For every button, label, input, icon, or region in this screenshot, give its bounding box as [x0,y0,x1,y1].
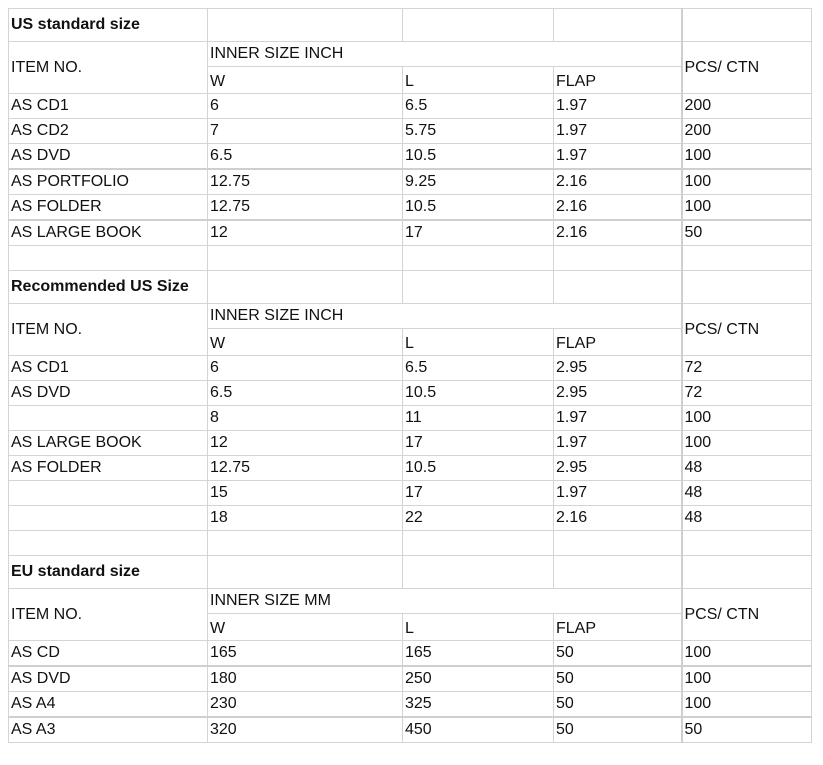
header-w: W [208,329,403,356]
length-cell: 17 [403,481,554,506]
flap-cell: 50 [554,717,682,743]
item-no-cell: AS A3 [9,717,208,743]
length-cell: 10.5 [403,144,554,170]
item-no-cell: AS DVD [9,144,208,170]
flap-cell: 2.16 [554,169,682,195]
header-inner-size: INNER SIZE INCH [208,304,682,329]
pcs-cell: 100 [682,406,812,431]
table-row [9,220,812,246]
section-title: Recommended US Size [9,271,208,304]
item-no-cell: AS DVD [9,381,208,406]
table-row [9,666,812,692]
width-cell: 12.75 [208,169,403,195]
table-row [9,717,812,743]
flap-cell: 2.95 [554,356,682,381]
item-no-cell: AS PORTFOLIO [9,169,208,195]
empty-cell [682,9,812,42]
empty-cell [554,271,682,304]
empty-cell [682,271,812,304]
table-row [9,692,812,718]
flap-cell: 50 [554,692,682,718]
header-w: W [208,614,403,641]
section-title-row [9,556,812,589]
pcs-cell: 200 [682,119,812,144]
flap-cell: 1.97 [554,94,682,119]
item-no-cell: AS A4 [9,692,208,718]
flap-cell: 2.16 [554,506,682,531]
empty-cell [9,246,208,271]
flap-cell: 2.95 [554,456,682,481]
empty-cell [403,9,554,42]
empty-cell [403,246,554,271]
width-cell: 320 [208,717,403,743]
table-row [9,481,812,506]
width-cell: 18 [208,506,403,531]
width-cell: 12 [208,431,403,456]
length-cell: 11 [403,406,554,431]
empty-cell [208,9,403,42]
header-flap: FLAP [554,67,682,94]
section-title-row [9,271,812,304]
table-row [9,94,812,119]
header-item-no: ITEM NO. [9,589,208,641]
empty-cell [682,556,812,589]
pcs-cell: 50 [682,717,812,743]
width-cell: 7 [208,119,403,144]
flap-cell: 50 [554,666,682,692]
flap-cell: 1.97 [554,431,682,456]
empty-cell [208,531,403,556]
flap-cell: 1.97 [554,406,682,431]
table-row [9,195,812,221]
header-row [9,304,812,329]
header-pcs-ctn: PCS/ CTN [682,589,812,641]
pcs-cell: 100 [682,431,812,456]
length-cell: 10.5 [403,381,554,406]
header-l: L [403,329,554,356]
empty-cell [208,556,403,589]
table-row [9,506,812,531]
length-cell: 17 [403,431,554,456]
width-cell: 15 [208,481,403,506]
header-row [9,589,812,614]
length-cell: 165 [403,641,554,667]
item-no-cell: AS CD1 [9,356,208,381]
flap-cell: 1.97 [554,481,682,506]
empty-cell [208,246,403,271]
section-title-row [9,9,812,42]
section-title: EU standard size [9,556,208,589]
length-cell: 10.5 [403,195,554,221]
length-cell: 17 [403,220,554,246]
header-item-no: ITEM NO. [9,42,208,94]
pcs-cell: 100 [682,169,812,195]
width-cell: 12.75 [208,195,403,221]
table-row [9,144,812,170]
table-row [9,406,812,431]
width-cell: 180 [208,666,403,692]
header-flap: FLAP [554,614,682,641]
size-table-body [9,9,812,743]
flap-cell: 2.16 [554,220,682,246]
flap-cell: 1.97 [554,144,682,170]
width-cell: 12.75 [208,456,403,481]
pcs-cell: 100 [682,195,812,221]
pcs-cell: 72 [682,381,812,406]
length-cell: 9.25 [403,169,554,195]
item-no-cell [9,481,208,506]
empty-cell [403,271,554,304]
item-no-cell: AS FOLDER [9,456,208,481]
section-title: US standard size [9,9,208,42]
table-row [9,381,812,406]
pcs-cell: 100 [682,692,812,718]
flap-cell: 1.97 [554,119,682,144]
header-l: L [403,614,554,641]
item-no-cell: AS LARGE BOOK [9,220,208,246]
table-row [9,169,812,195]
empty-cell [554,9,682,42]
empty-cell [403,556,554,589]
width-cell: 6 [208,356,403,381]
item-no-cell: AS FOLDER [9,195,208,221]
item-no-cell: AS LARGE BOOK [9,431,208,456]
width-cell: 230 [208,692,403,718]
size-table [8,8,812,743]
length-cell: 6.5 [403,94,554,119]
flap-cell: 50 [554,641,682,667]
width-cell: 12 [208,220,403,246]
width-cell: 165 [208,641,403,667]
header-l: L [403,67,554,94]
pcs-cell: 100 [682,144,812,170]
pcs-cell: 72 [682,356,812,381]
empty-cell [554,556,682,589]
table-row [9,431,812,456]
length-cell: 6.5 [403,356,554,381]
table-row [9,641,812,667]
empty-cell [554,531,682,556]
header-flap: FLAP [554,329,682,356]
length-cell: 22 [403,506,554,531]
empty-cell [208,271,403,304]
flap-cell: 2.95 [554,381,682,406]
header-pcs-ctn: PCS/ CTN [682,304,812,356]
length-cell: 250 [403,666,554,692]
length-cell: 325 [403,692,554,718]
length-cell: 450 [403,717,554,743]
pcs-cell: 48 [682,506,812,531]
pcs-cell: 50 [682,220,812,246]
empty-cell [682,246,812,271]
pcs-cell: 200 [682,94,812,119]
empty-cell [554,246,682,271]
width-cell: 8 [208,406,403,431]
header-w: W [208,67,403,94]
blank-row [9,246,812,271]
item-no-cell [9,406,208,431]
header-pcs-ctn: PCS/ CTN [682,42,812,94]
item-no-cell: AS CD2 [9,119,208,144]
pcs-cell: 48 [682,456,812,481]
width-cell: 6.5 [208,144,403,170]
blank-row [9,531,812,556]
item-no-cell: AS CD [9,641,208,667]
item-no-cell: AS CD1 [9,94,208,119]
table-row [9,119,812,144]
item-no-cell [9,506,208,531]
pcs-cell: 100 [682,641,812,667]
header-item-no: ITEM NO. [9,304,208,356]
table-row [9,456,812,481]
width-cell: 6.5 [208,381,403,406]
flap-cell: 2.16 [554,195,682,221]
header-row [9,42,812,67]
length-cell: 10.5 [403,456,554,481]
empty-cell [403,531,554,556]
length-cell: 5.75 [403,119,554,144]
header-inner-size: INNER SIZE INCH [208,42,682,67]
pcs-cell: 100 [682,666,812,692]
width-cell: 6 [208,94,403,119]
table-row [9,356,812,381]
empty-cell [9,531,208,556]
item-no-cell: AS DVD [9,666,208,692]
header-inner-size: INNER SIZE MM [208,589,682,614]
pcs-cell: 48 [682,481,812,506]
empty-cell [682,531,812,556]
